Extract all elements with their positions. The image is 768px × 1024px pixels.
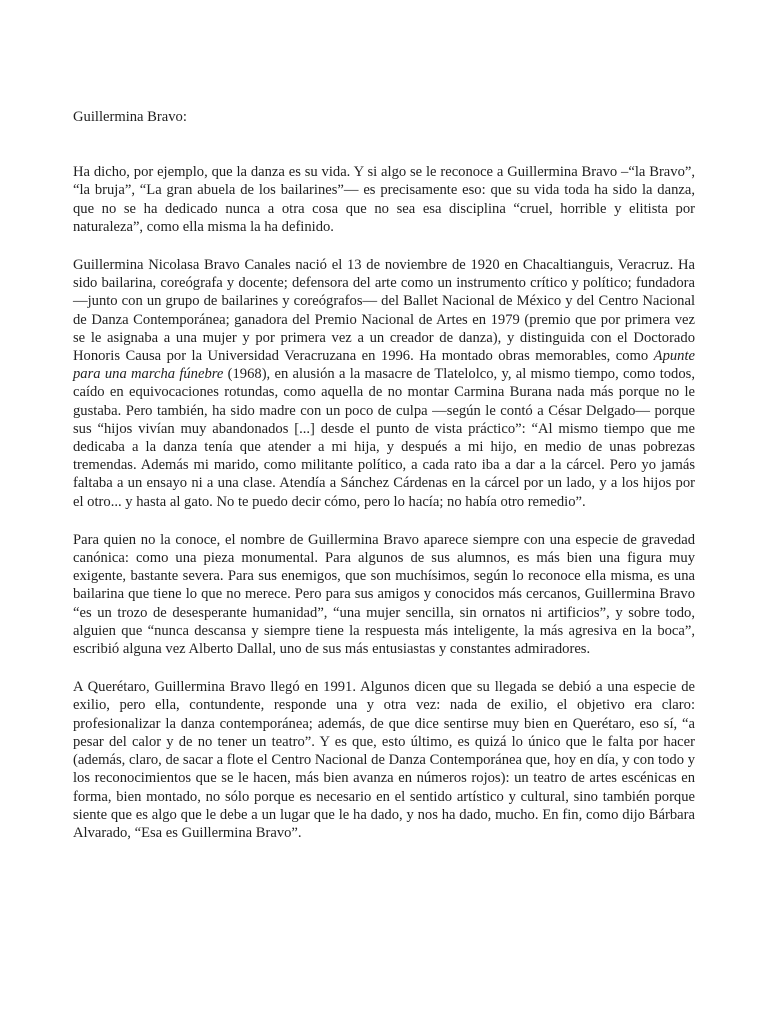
paragraph-2-text-before: Guillermina Nicolasa Bravo Canales nació el 13 de noviembre de 1920 en Chacaltianguis, Veracruz. Ha sido bailarina, coreógrafa y docente; defensora del arte como un instrumento crítico y político; fundadora —junto con un grupo de bailarines y coreógrafos— del Ballet Nacional de México y del Centro Nacional de Danza Contemporánea; ganadora del Premio Nacional de Artes en 1979 (premio que por primera vez se le asignaba a una mujer y por primera vez a un creador de danza), y distinguida con el Doctorado Honoris Causa por la Universidad Veracruzana en 1996. Ha montado obras memorables, como xyxy=(73,257,695,365)
work-title-italic: Apunte para una marcha fúnebre xyxy=(73,348,695,383)
paragraph-3: Para quien no la conoce, el nombre de Guillermina Bravo aparece siempre con una especie de gravedad canónica: como una pieza monumental. Para algunos de sus alumnos, es más bien una figura muy exigente, bastante severa. Para sus enemigos, que son muchísimos, según lo reconoce ella misma, es una bailarina que tiene lo que no merece. Pero para sus amigos y conocidos más cercanos, Guillermina Bravo “es un trozo de desesperante humanidad”, “una mujer sencilla, sin ornatos ni artificios”, y sobre todo, alguien que “nunca descansa y siempre tiene la respuesta más inteligente, la más agresiva en la boca”, escribió alguna vez Alberto Dallal, uno de sus más entusiastas y constantes admiradores. xyxy=(73,531,695,658)
document-title: Guillermina Bravo: xyxy=(73,109,187,125)
paragraph-4: A Querétaro, Guillermina Bravo llegó en 1991. Algunos dicen que su llegada se debió a una especie de exilio, pero ella, contundente, responde una y otra vez: nada de exilio, el objetivo era claro: profesionalizar la danza contemporánea; además, de que dice sentirse muy bien en Querétaro, eso sí, “a pesar del calor y de no tener un teatro”. Y es que, esto último, es quizá lo único que le falta por hacer (además, claro, de sacar a flote el Centro Nacional de Danza Contemporánea que, hoy en día, y con todo y los reconocimientos que se le hacen, más bien avanza en números rojos): un teatro de artes escénicas en forma, bien montado, no sólo porque es necesario en el sentido artístico y cultural, sino también porque siente que es algo que le debe a un lugar que le ha dado, y nos ha dado, mucho. En fin, como dijo Bárbara Alvarado, “Esa es Guillermina Bravo”. xyxy=(73,679,695,841)
paragraph-2 xyxy=(73,256,695,511)
document-body xyxy=(73,108,695,862)
paragraph-1: Ha dicho, por ejemplo, que la danza es su vida. Y si algo se le reconoce a Guillermina Bravo –“la Bravo”, “la bruja”, “La gran abuela de los bailarines”— es precisamente eso: que su vida toda ha sido la danza, que no se ha dedicado nunca a otra cosa que no sea esa disciplina “cruel, horrible y elitista por naturaleza”, como ella misma la ha definido. xyxy=(73,164,695,235)
paragraph-2-text-after: (1968), en alusión a la masacre de Tlatelolco, y, al mismo tiempo, como todos, caído en equivocaciones rotundas, como aquella de no montar Carmina Burana nada más porque no le gustaba. Pero también, ha sido madre con un poco de culpa —según le contó a César Delgado— porque sus “hijos vivían muy abandonados [...] desde el punto de vista práctico”: “Al mismo tiempo que me dedicaba a la danza tenía que atender a mi hija, y después a mi hijo, en medio de unas pobrezas tremendas. Además mi marido, como militante político, a cada rato iba a dar a la cárcel. Pero yo jamás faltaba a un ensayo ni a una clase. Atendía a Sánchez Cárdenas en la cárcel por un lado, y a los hijos por el otro... y hasta al gato. No te puedo decir cómo, pero lo hacía; no había otro remedio”. xyxy=(73,366,695,510)
